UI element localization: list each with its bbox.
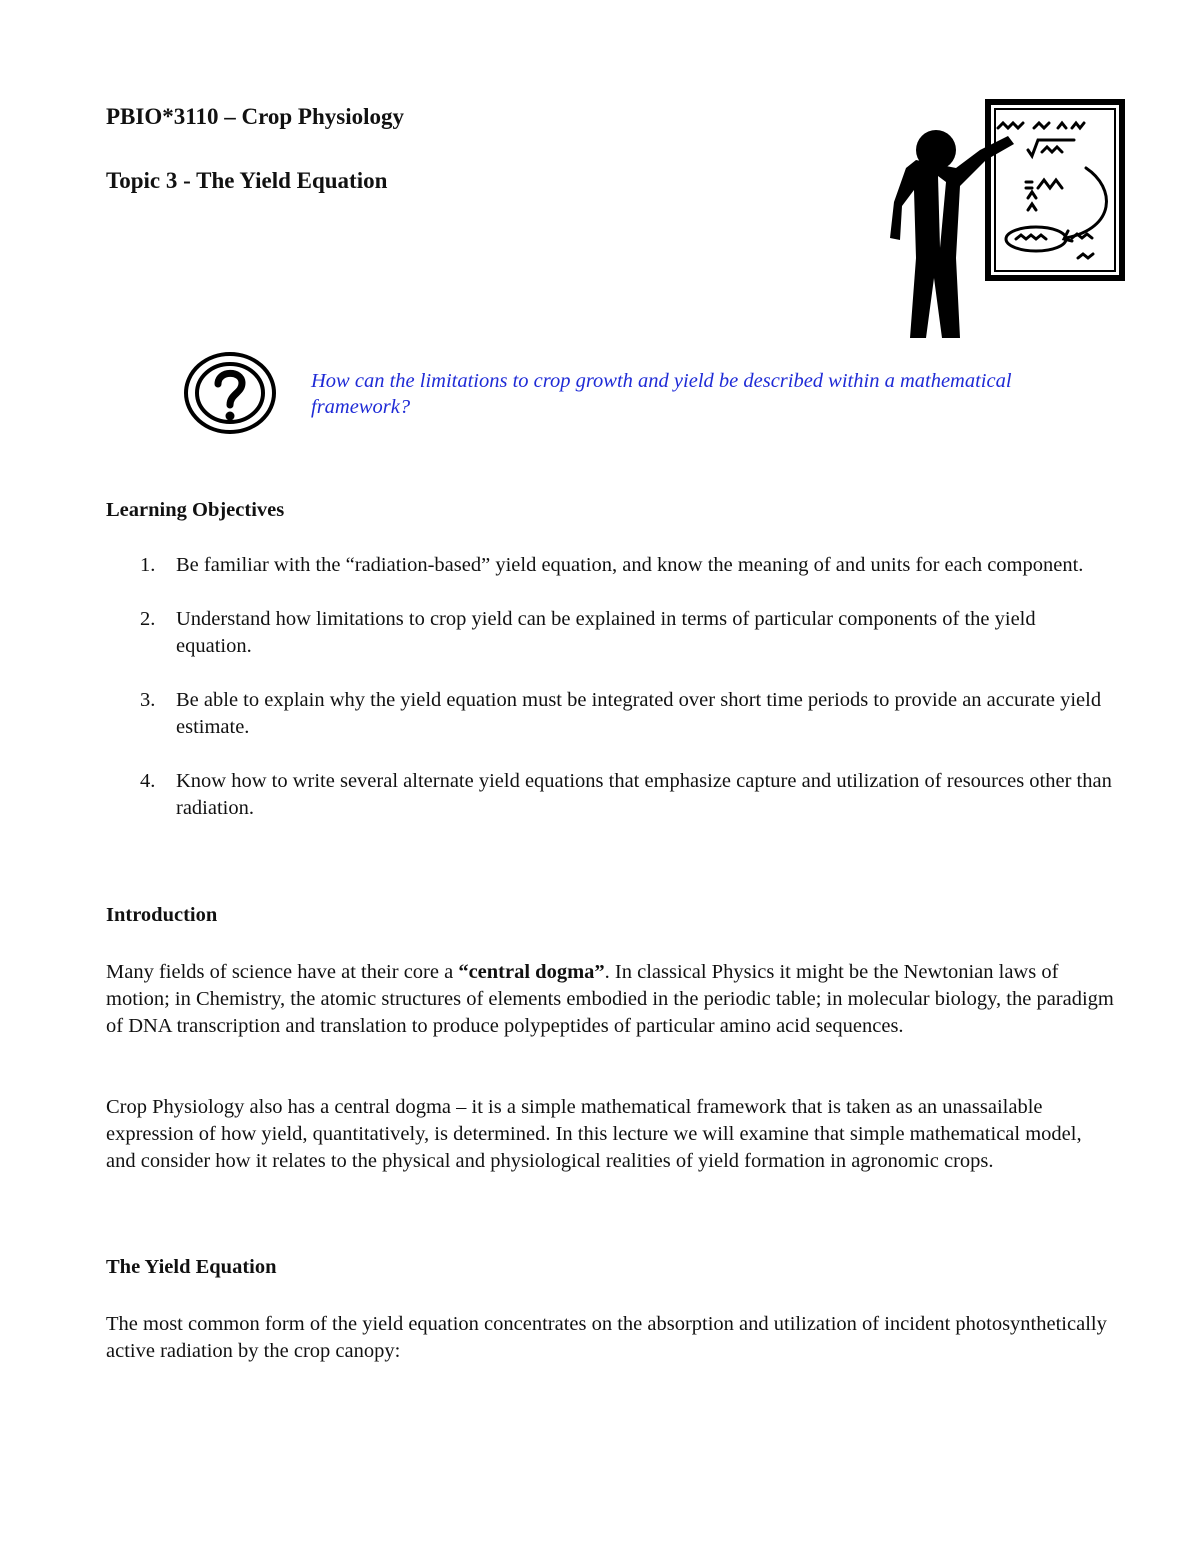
list-item: [106, 768, 1116, 822]
learning-objectives-list: [106, 552, 1116, 849]
question-mark-icon: [182, 350, 278, 436]
yield-equation-heading: The Yield Equation: [106, 1256, 277, 1278]
list-item: [106, 606, 1116, 660]
list-number: 2.: [140, 608, 156, 630]
list-text: Be familiar with the “radiation-based” yield equation, and know the meaning of and units for each component.: [176, 554, 1084, 576]
lecturer-at-board-icon: [876, 98, 1126, 343]
introduction-paragraph-1: [106, 959, 1116, 1040]
list-item: [106, 687, 1116, 741]
guiding-question: How can the limitations to crop growth and yield be described within a mathematical framework?: [311, 370, 1012, 418]
list-text: Be able to explain why the yield equation must be integrated over short time periods to provide an accurate yield estimate.: [176, 689, 1102, 738]
course-title: PBIO*3110 – Crop Physiology: [106, 104, 404, 129]
intro-text-start: Many fields of science have at their core a: [106, 961, 459, 983]
list-item: [106, 552, 1116, 579]
list-text: Understand how limitations to crop yield can be explained in terms of particular components of the yield equation.: [176, 608, 1036, 657]
intro-text-end: . In classical Physics it might be the Newtonian laws of motion; in Chemistry, the atomic structures of elements embodied in the periodic table; in molecular biology, the paradigm of DNA transcription and translation to produce polypeptides of particular amino acid sequences.: [106, 961, 1114, 1037]
list-number: 3.: [140, 689, 156, 711]
yield-equation-paragraph: The most common form of the yield equation concentrates on the absorption and utilization of incident photosynthetically active radiation by the crop canopy:: [106, 1313, 1107, 1362]
list-text: Know how to write several alternate yield equations that emphasize capture and utilization of resources other than radiation.: [176, 770, 1112, 819]
list-number: 4.: [140, 770, 156, 792]
introduction-heading: Introduction: [106, 904, 218, 926]
introduction-paragraph-2: Crop Physiology also has a central dogma – it is a simple mathematical framework that is taken as an unassailable expression of how yield, quantitatively, is determined. In this lecture we will examine that simple mathematical model, and consider how it relates to the physical and physiological realities of yield formation in agronomic crops.: [106, 1096, 1082, 1172]
learning-objectives-heading: Learning Objectives: [106, 499, 285, 521]
topic-title: Topic 3 - The Yield Equation: [106, 168, 388, 193]
central-dogma-term: “central dogma”: [458, 961, 605, 983]
list-number: 1.: [140, 554, 156, 576]
